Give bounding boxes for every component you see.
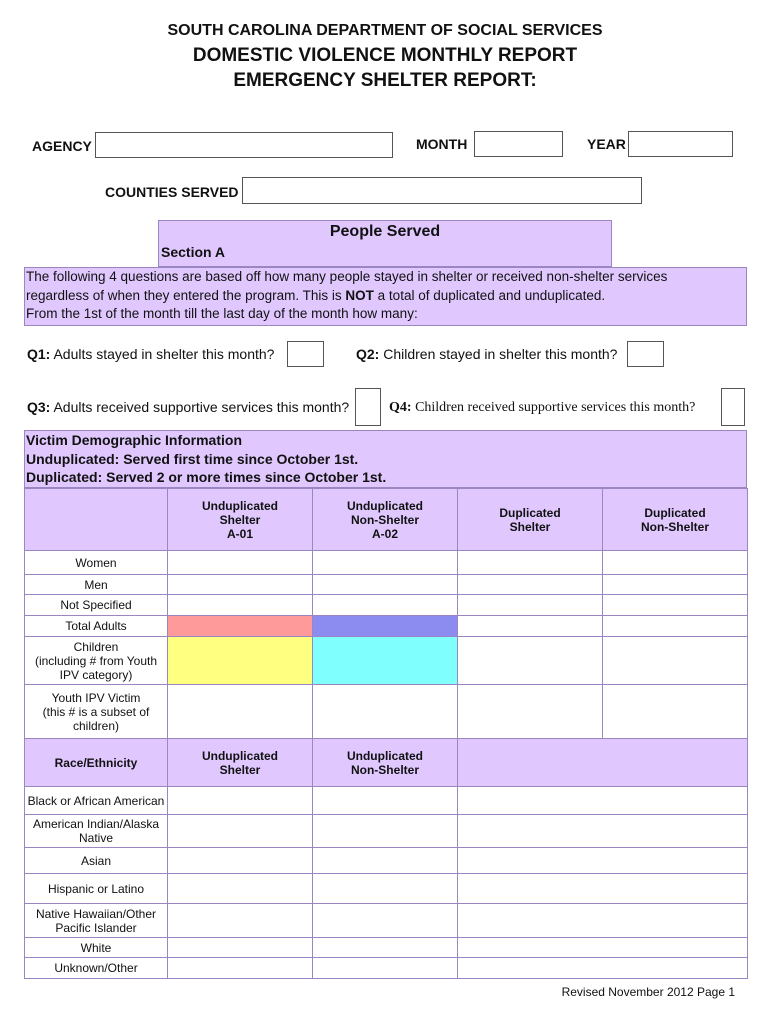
race-ethnicity-header: Race/Ethnicity xyxy=(25,739,168,787)
month-input[interactable] xyxy=(474,131,563,157)
race-col-unduplicated-shelter: Unduplicated Shelter xyxy=(168,739,313,787)
table-header-row xyxy=(25,489,748,551)
input-cell[interactable] xyxy=(168,848,313,874)
input-cell[interactable] xyxy=(313,815,458,848)
counties-label: COUNTIES SERVED xyxy=(105,184,239,200)
input-cell[interactable] xyxy=(603,595,748,616)
table-row xyxy=(25,904,748,938)
intro-text-box xyxy=(24,267,747,326)
q4-input[interactable] xyxy=(721,388,745,426)
input-cell[interactable] xyxy=(168,904,313,938)
table-row xyxy=(25,685,748,739)
input-cell[interactable] xyxy=(313,595,458,616)
input-cell[interactable] xyxy=(458,551,603,575)
q1-text: Q1: Adults stayed in shelter this month? xyxy=(27,346,275,362)
q3-text: Q3: Adults received supportive services this month? xyxy=(27,399,350,415)
input-cell[interactable] xyxy=(168,874,313,904)
counties-input[interactable] xyxy=(242,177,642,204)
row-label-children: Children (including # from Youth IPV category) xyxy=(25,637,168,685)
race-header-row xyxy=(25,739,748,787)
race-label-unknown: Unknown/Other xyxy=(25,958,168,979)
table-row xyxy=(25,595,748,616)
demographic-table xyxy=(24,488,748,739)
agency-label: AGENCY xyxy=(32,138,92,154)
input-cell[interactable] xyxy=(313,904,458,938)
input-cell[interactable] xyxy=(458,637,603,685)
duplicated-definition: Duplicated: Served 2 or more times since October 1st. xyxy=(26,469,387,485)
table-row xyxy=(25,938,748,958)
q1-input[interactable] xyxy=(287,341,324,367)
input-cell[interactable] xyxy=(458,575,603,595)
intro-line-1: The following 4 questions are based off how many people stayed in shelter or received non-shelter services xyxy=(26,269,668,284)
input-cell[interactable] xyxy=(458,595,603,616)
blank-cell xyxy=(458,938,748,958)
input-cell[interactable] xyxy=(313,938,458,958)
total-adults-shelter-cell xyxy=(168,616,313,637)
q3-input[interactable] xyxy=(355,388,381,426)
input-cell[interactable] xyxy=(168,575,313,595)
input-cell[interactable] xyxy=(603,575,748,595)
footer-revised: Revised November 2012 Page 1 xyxy=(561,985,735,999)
input-cell[interactable] xyxy=(313,551,458,575)
race-label-white: White xyxy=(25,938,168,958)
blank-cell xyxy=(458,958,748,979)
header-line-1: SOUTH CAROLINA DEPARTMENT OF SOCIAL SERVICES xyxy=(167,22,603,39)
input-cell[interactable] xyxy=(168,551,313,575)
race-label-asian: Asian xyxy=(25,848,168,874)
table-row xyxy=(25,616,748,637)
blank-cell xyxy=(458,787,748,815)
row-label-not-specified: Not Specified xyxy=(25,595,168,616)
agency-input[interactable] xyxy=(95,132,393,158)
race-label-american-indian: American Indian/Alaska Native xyxy=(25,815,168,848)
q4-text: Q4: Children received supportive services this month? xyxy=(389,400,696,415)
row-label-women: Women xyxy=(25,551,168,575)
input-cell[interactable] xyxy=(313,787,458,815)
input-cell[interactable] xyxy=(603,637,748,685)
table-row xyxy=(25,815,748,848)
col-header-unduplicated-nonshelter: Unduplicated Non-Shelter A-02 xyxy=(313,489,458,551)
input-cell[interactable] xyxy=(603,551,748,575)
blank-cell xyxy=(458,904,748,938)
month-label: MONTH xyxy=(416,136,468,152)
total-adults-nonshelter-cell xyxy=(313,616,458,637)
col-header-duplicated-shelter: Duplicated Shelter xyxy=(458,489,603,551)
row-label-youth-ipv: Youth IPV Victim (this # is a subset of children) xyxy=(25,685,168,739)
table-row xyxy=(25,551,748,575)
intro-line-3: From the 1st of the month till the last day of the month how many: xyxy=(26,306,418,321)
table-row xyxy=(25,958,748,979)
input-cell[interactable] xyxy=(458,616,603,637)
table-row xyxy=(25,874,748,904)
race-label-native-hawaiian: Native Hawaiian/Other Pacific Islander xyxy=(25,904,168,938)
header-line-2: DOMESTIC VIOLENCE MONTHLY REPORT xyxy=(192,45,578,66)
input-cell[interactable] xyxy=(313,848,458,874)
input-cell[interactable] xyxy=(313,958,458,979)
q2-input[interactable] xyxy=(627,341,664,367)
input-cell[interactable] xyxy=(458,685,603,739)
race-table xyxy=(24,738,748,979)
input-cell[interactable] xyxy=(603,685,748,739)
table-row xyxy=(25,637,748,685)
children-nonshelter-cell xyxy=(313,637,458,685)
children-shelter-cell xyxy=(168,637,313,685)
demographic-header xyxy=(24,430,747,488)
intro-line-2: regardless of when they entered the program. This is NOT a total of duplicated and unduplicated. xyxy=(26,287,606,303)
col-header-unduplicated-shelter: Unduplicated Shelter A-01 xyxy=(168,489,313,551)
input-cell[interactable] xyxy=(313,575,458,595)
q2-text: Q2: Children stayed in shelter this month? xyxy=(356,346,618,362)
race-label-hispanic: Hispanic or Latino xyxy=(25,874,168,904)
demographic-title: Victim Demographic Information xyxy=(26,432,242,448)
row-label-total-adults: Total Adults xyxy=(25,616,168,637)
input-cell[interactable] xyxy=(168,787,313,815)
input-cell[interactable] xyxy=(168,595,313,616)
section-a-label: Section A xyxy=(161,244,226,260)
year-input[interactable] xyxy=(628,131,733,157)
input-cell[interactable] xyxy=(313,874,458,904)
blank-cell xyxy=(458,815,748,848)
input-cell[interactable] xyxy=(603,616,748,637)
input-cell[interactable] xyxy=(168,815,313,848)
col-header-duplicated-nonshelter: Duplicated Non-Shelter xyxy=(603,489,748,551)
row-label-men: Men xyxy=(25,575,168,595)
input-cell[interactable] xyxy=(168,958,313,979)
blank-cell xyxy=(458,848,748,874)
input-cell[interactable] xyxy=(168,685,313,739)
people-served-title: People Served xyxy=(329,223,441,240)
header-line-3: EMERGENCY SHELTER REPORT: xyxy=(233,70,537,91)
unduplicated-definition: Unduplicated: Served first time since October 1st. xyxy=(26,450,359,467)
people-served-header xyxy=(158,220,612,267)
race-label-black: Black or African American xyxy=(25,787,168,815)
table-row xyxy=(25,575,748,595)
input-cell[interactable] xyxy=(168,938,313,958)
blank-cell xyxy=(458,874,748,904)
year-label: YEAR xyxy=(587,136,626,152)
blank-header-cell xyxy=(25,489,168,551)
table-row xyxy=(25,787,748,815)
table-row xyxy=(25,848,748,874)
race-col-unduplicated-nonshelter: Unduplicated Non-Shelter xyxy=(313,739,458,787)
race-blank-header xyxy=(458,739,748,787)
input-cell[interactable] xyxy=(313,685,458,739)
